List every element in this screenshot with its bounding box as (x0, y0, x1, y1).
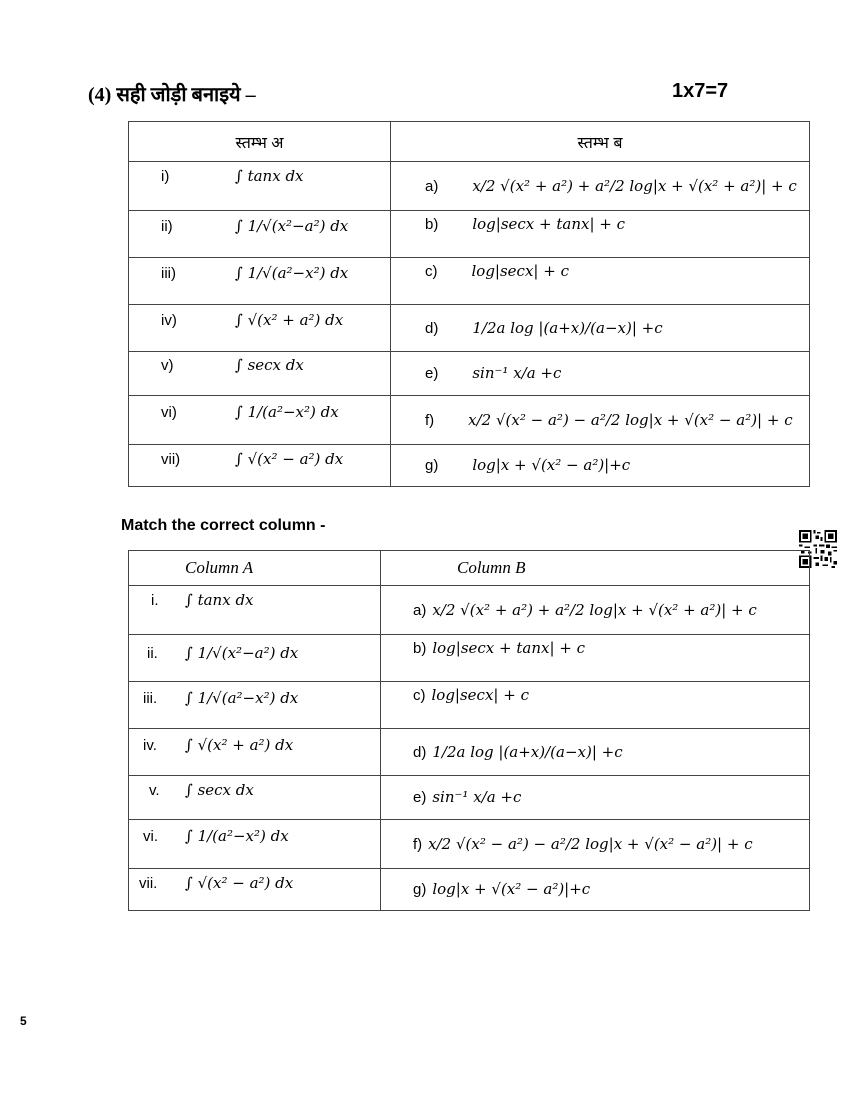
column-b-header: Column B (381, 551, 810, 586)
answer-label: f) (413, 835, 423, 853)
integral-expression: ∫ 1/(a²−x²) dx (235, 403, 339, 421)
answer-expression: sin⁻¹ x/a +c (432, 788, 522, 806)
answer-label: d) (425, 319, 439, 337)
row-number: vi. (143, 828, 158, 845)
answer-label: c) (413, 687, 426, 704)
marks-label: 1x7=7 (672, 80, 729, 102)
integral-expression: ∫ √(x² − a²) dx (235, 450, 344, 468)
answer-label: g) (413, 881, 427, 898)
answer-expression: x/2 √(x² + a²) + a²/2 log|x + √(x² + a²)| + c (472, 177, 797, 195)
integral-expression: ∫ secx dx (185, 781, 254, 799)
answer-label: b) (425, 216, 439, 233)
answer-cell (381, 820, 810, 869)
answer-label: a) (413, 601, 427, 619)
answer-label: d) (413, 743, 427, 761)
row-number: v) (161, 357, 174, 374)
table-row (129, 869, 381, 911)
table-row (129, 776, 381, 820)
answer-cell (391, 258, 810, 305)
answer-cell (391, 352, 810, 396)
answer-cell (391, 305, 810, 352)
answer-cell (381, 586, 810, 635)
column-a-header: Column A (129, 551, 381, 586)
row-number: vii) (161, 451, 181, 468)
table-row (129, 258, 391, 305)
answer-label: b) (413, 640, 427, 657)
integral-expression: ∫ √(x² + a²) dx (185, 736, 294, 754)
column-a-header: स्तम्भ अ (129, 122, 391, 162)
answer-expression: x/2 √(x² − a²) − a²/2 log|x + √(x² − a²)| + c (468, 410, 793, 429)
table-row (129, 211, 391, 258)
table-row (129, 586, 381, 635)
answer-expression: log|x + √(x² − a²)|+c (432, 880, 591, 898)
row-number: iv) (161, 312, 177, 329)
answer-label: e) (425, 365, 439, 382)
column-b-header: स्तम्भ ब (391, 122, 810, 162)
answer-expression: log|secx + tanx| + c (432, 639, 586, 657)
row-number: ii. (147, 645, 158, 662)
table-row (129, 445, 391, 487)
answer-cell (381, 635, 810, 682)
answer-label: f) (425, 411, 435, 429)
integral-expression: ∫ 1/√(x²−a²) dx (235, 217, 349, 235)
answer-cell (391, 445, 810, 487)
table-row (129, 305, 391, 352)
answer-cell (391, 162, 810, 211)
integral-expression: ∫ 1/(a²−x²) dx (185, 827, 289, 845)
table-row (129, 396, 391, 445)
answer-cell (391, 211, 810, 258)
row-number: vii. (139, 875, 158, 892)
answer-expression: 1/2a log |(a+x)/(a−x)| +c (472, 318, 663, 337)
answer-expression: sin⁻¹ x/a +c (472, 364, 562, 382)
table-row (129, 682, 381, 729)
answer-label: e) (413, 789, 427, 806)
answer-expression: log|secx + tanx| + c (472, 215, 626, 233)
answer-expression: 1/2a log |(a+x)/(a−x)| +c (432, 742, 623, 761)
integral-expression: ∫ √(x² − a²) dx (185, 874, 294, 892)
row-number: i) (161, 168, 170, 185)
integral-expression: ∫ √(x² + a²) dx (235, 311, 344, 329)
table-row (129, 635, 381, 682)
row-number: iii) (161, 265, 176, 282)
table-row (129, 162, 391, 211)
integral-expression: ∫ tanx dx (185, 591, 254, 609)
answer-cell (381, 729, 810, 776)
table-row (129, 729, 381, 776)
integral-expression: ∫ tanx dx (235, 167, 304, 185)
answer-expression: log|secx| + c (431, 686, 529, 704)
answer-cell (391, 396, 810, 445)
integral-expression: ∫ secx dx (235, 356, 304, 374)
answer-cell (381, 682, 810, 729)
row-number: iii. (143, 690, 158, 707)
hindi-match-table (128, 121, 810, 487)
answer-label: g) (425, 457, 439, 474)
integral-expression: ∫ 1/√(a²−x²) dx (185, 689, 299, 707)
question-label: (4) सही जोड़ी बनाइये – (88, 84, 256, 106)
integral-expression: ∫ 1/√(a²−x²) dx (235, 264, 349, 282)
answer-expression: x/2 √(x² + a²) + a²/2 log|x + √(x² + a²)| + c (432, 600, 757, 619)
row-number: i. (151, 592, 159, 609)
answer-label: a) (425, 178, 439, 195)
answer-expression: log|secx| + c (471, 262, 569, 280)
page-number: 5 (20, 1014, 27, 1028)
answer-label: c) (425, 263, 438, 280)
answer-expression: x/2 √(x² − a²) − a²/2 log|x + √(x² − a²)| + c (428, 834, 753, 853)
row-number: iv. (143, 737, 157, 754)
integral-expression: ∫ 1/√(x²−a²) dx (185, 644, 299, 662)
answer-cell (381, 869, 810, 911)
table-row (129, 820, 381, 869)
row-number: v. (149, 782, 160, 799)
row-number: vi) (161, 404, 177, 421)
english-match-table (128, 550, 810, 911)
answer-cell (381, 776, 810, 820)
english-section-title: Match the correct column - (121, 517, 326, 534)
table-row (129, 352, 391, 396)
answer-expression: log|x + √(x² − a²)|+c (472, 456, 631, 474)
row-number: ii) (161, 218, 173, 235)
